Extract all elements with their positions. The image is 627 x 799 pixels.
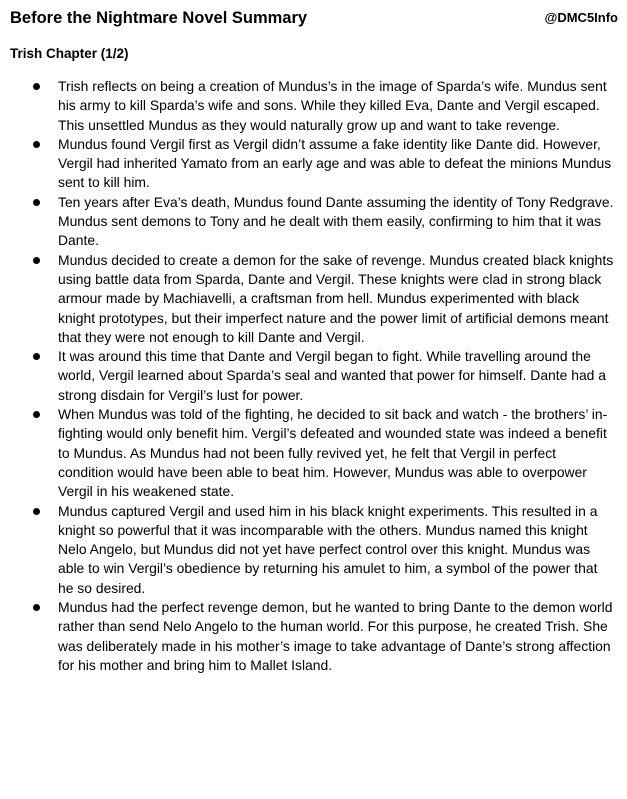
bullet-item [0, 502, 627, 598]
author-handle: @DMC5Info [544, 10, 618, 25]
bullet-text: Mundus found Vergil first as Vergil didn’t assume a fake identity like Dante did. However, Vergil had inherited Yamato from an early age and was able to defeat the minions Mundus sent to kill him. [58, 135, 612, 191]
bullet-text: When Mundus was told of the fighting, he decided to sit back and watch - the brothers’ in-fighting would only benefit him. Vergil’s defeated and wounded state was indeed a benefit to Mundus. As Mundus had not been fully revived yet, he felt that Vergil in perfect condition would have been able to beat him. However, Mundus was able to overpower Vergil in his weakened state. [58, 406, 608, 500]
bullet-item [0, 193, 627, 251]
bullet-dot-icon [33, 199, 40, 206]
bullet-dot-icon [33, 411, 40, 418]
bullet-text: Mundus decided to create a demon for the sake of revenge. Mundus created black knights using battle data from Sparda, Dante and Vergil. These knights were clad in strong black armour made by Machiavelli, a craftsman from hell. Mundus experimented with black knight prototypes, but their imperfect nature and the power limit of artificial demons meant that they were not enough to kill Dante and Vergil. [58, 251, 614, 345]
bullet-item [0, 135, 627, 193]
bullet-item [0, 77, 627, 135]
document-title: Before the Nightmare Novel Summary [10, 9, 308, 27]
bullet-item [0, 251, 627, 347]
bullet-item [0, 347, 627, 405]
bullet-dot-icon [33, 83, 40, 90]
bullet-item [0, 405, 627, 501]
bullet-text: Trish reflects on being a creation of Mundus’s in the image of Sparda’s wife. Mundus sent his army to kill Sparda’s wife and sons. While they killed Eva, Dante and Vergil escaped. This unsettled Mundus as they would naturally grow up and want to take revenge. [58, 78, 607, 133]
bullet-dot-icon [33, 508, 40, 515]
bullet-text: Mundus captured Vergil and used him in his black knight experiments. This resulted in a knight so powerful that it was incomparable with the others. Mundus named this knight Nelo Angelo, but Mundus did not yet have perfect control over this knight. Mundus was able to win Vergil’s obedience by returning his amulet to him, a symbol of the power that he so desired. [58, 502, 598, 596]
bullet-text: It was around this time that Dante and Vergil began to fight. While travelling around the world, Vergil learned about Sparda’s seal and wanted that power for himself. Dante had a strong disdain for Vergil’s lust for power. [58, 348, 606, 403]
bullet-item [0, 598, 627, 675]
bullet-dot-icon [33, 257, 40, 264]
bullet-text: Ten years after Eva’s death, Mundus found Dante assuming the identity of Tony Redgrave. Mundus sent demons to Tony and he dealt with them easily, confirming to him that it was Dante. [58, 193, 614, 249]
chapter-heading: Trish Chapter (1/2) [10, 46, 129, 61]
bullet-dot-icon [33, 604, 40, 611]
bullet-dot-icon [33, 141, 40, 148]
bullet-dot-icon [33, 353, 40, 360]
summary-bullet-list [0, 77, 627, 675]
bullet-text: Mundus had the perfect revenge demon, but he wanted to bring Dante to the demon world rather than send Nelo Angelo to the human world. For this purpose, he created Trish. She was deliberately made in his mother’s image to take advantage of Dante’s strong affection for his mother and bring him to Mallet Island. [58, 599, 613, 673]
